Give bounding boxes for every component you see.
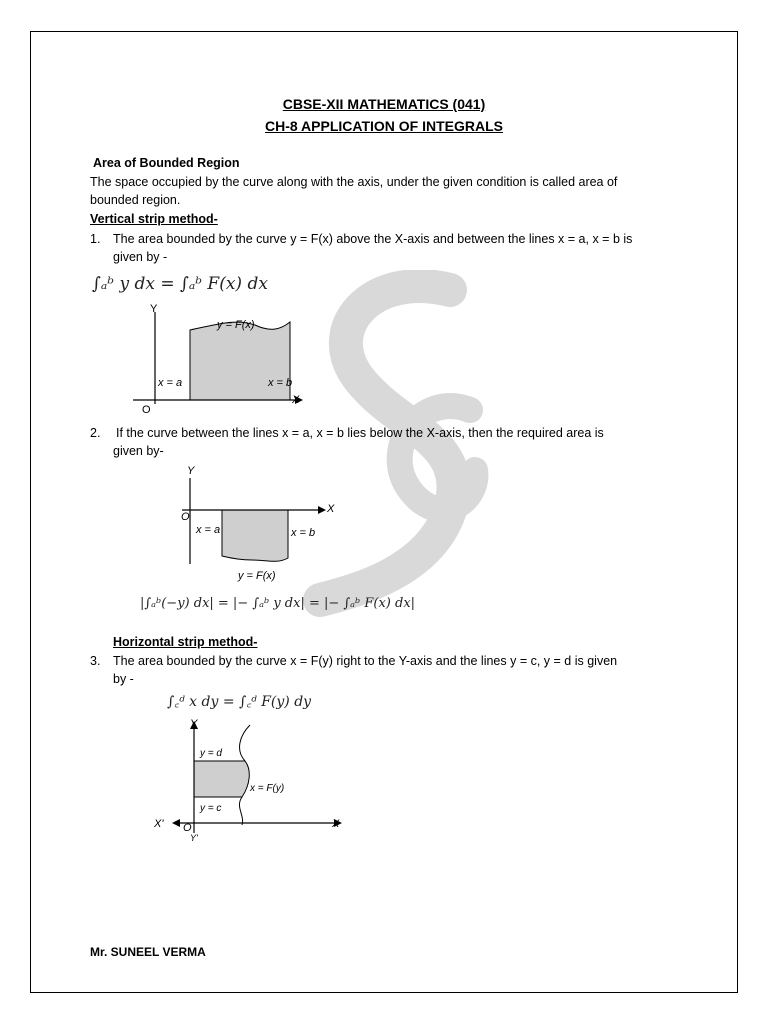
item3-number: 3. bbox=[90, 654, 101, 668]
fig1-origin-label: O bbox=[142, 404, 151, 416]
item1-line1: The area bounded by the curve y = F(x) above the X-axis and between the lines x = a, x = b is bbox=[113, 232, 633, 246]
fig3-y-axis-label: Y bbox=[190, 718, 198, 730]
formula-1: ∫ₐᵇ y dx = ∫ₐᵇ F(x) dx bbox=[92, 274, 268, 294]
section-heading-area: Area of Bounded Region bbox=[93, 156, 240, 170]
fig2-y-axis-label: Y bbox=[187, 465, 195, 477]
formula-3: ∫꜀ᵈ x dy = ∫꜀ᵈ F(y) dy bbox=[167, 694, 312, 710]
horizontal-method-heading: Horizontal strip method- bbox=[113, 635, 258, 649]
fig3-bottom-line-label: y = c bbox=[200, 803, 222, 814]
item1-line2: given by - bbox=[113, 250, 168, 264]
fig1-curve-label: y = F(x) bbox=[217, 319, 255, 331]
fig3-x-axis-label: X bbox=[332, 818, 340, 830]
fig1-right-line-label: x = b bbox=[268, 377, 293, 389]
page-title-line1: CBSE-XII MATHEMATICS (041) bbox=[282, 96, 486, 112]
fig1-left-line-label: x = a bbox=[158, 377, 183, 389]
definition-line1: The space occupied by the curve along with the axis, under the given condition is called area of bbox=[90, 175, 618, 189]
fig1-y-axis-label: Y bbox=[150, 303, 158, 315]
fig2-curve-label: y = F(x) bbox=[238, 570, 276, 582]
definition-line2: bounded region. bbox=[90, 193, 181, 207]
item2-line2: given by- bbox=[113, 444, 164, 458]
figure-area-below-x-axis bbox=[170, 460, 350, 585]
fig3-origin-label: O bbox=[183, 822, 192, 834]
fig3-y-axis-neg-label: Y' bbox=[190, 833, 198, 843]
item3-line2: by - bbox=[113, 672, 134, 686]
item3-line1: The area bounded by the curve x = F(y) right to the Y-axis and the lines y = c, y = d is given bbox=[113, 654, 618, 668]
fig2-x-axis-label: X bbox=[327, 503, 335, 515]
fig2-origin-label: O bbox=[181, 511, 190, 523]
fig3-curve-label: x = F(y) bbox=[250, 783, 285, 794]
fig1-x-axis-label: X bbox=[292, 394, 300, 406]
item2-line1: If the curve between the lines x = a, x = b lies below the X-axis, then the required area is bbox=[116, 426, 604, 440]
formula-2: |∫ₐᵇ(−y) dx| = |− ∫ₐᵇ y dx| = |− ∫ₐᵇ F(x) dx| bbox=[140, 596, 416, 611]
fig2-right-line-label: x = b bbox=[291, 527, 316, 539]
footer-author: Mr. SUNEEL VERMA bbox=[90, 945, 206, 959]
item1-number: 1. bbox=[90, 232, 101, 246]
fig3-x-axis-neg-label: X' bbox=[154, 818, 164, 830]
item2-number: 2. bbox=[90, 426, 101, 440]
vertical-method-heading: Vertical strip method- bbox=[90, 212, 218, 226]
page-title-line2: CH-8 APPLICATION OF INTEGRALS bbox=[265, 118, 503, 134]
figure-area-above-x-axis bbox=[125, 300, 315, 418]
fig2-left-line-label: x = a bbox=[196, 524, 221, 536]
figure-area-right-of-y-axis bbox=[150, 715, 350, 843]
fig3-top-line-label: y = d bbox=[200, 748, 222, 759]
